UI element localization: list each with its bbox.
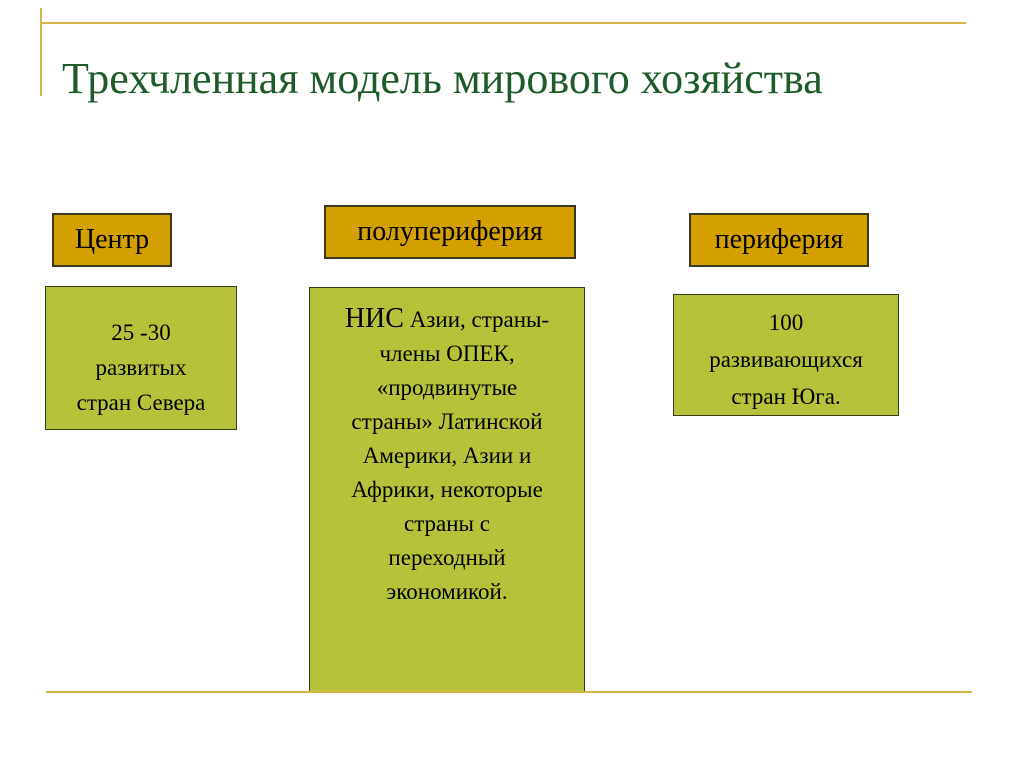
center-label: Центр xyxy=(74,224,150,255)
semi-line-6: Африки, некоторые xyxy=(351,477,543,502)
periphery-line-3: стран Юга. xyxy=(731,384,841,409)
semi-periphery-label: полупериферия xyxy=(357,216,543,247)
top-rule xyxy=(40,22,966,24)
periphery-content-box xyxy=(673,294,899,416)
left-rule xyxy=(40,8,42,96)
semi-line-5: Америки, Азии и xyxy=(362,443,532,468)
slide-title: Трехчленная модель мирового хозяйства xyxy=(62,54,823,103)
semi-line-8: переходный xyxy=(388,545,506,570)
semi-line-2: члены ОПЕК, xyxy=(379,341,515,366)
semi-periphery-content-box xyxy=(309,287,585,692)
periphery-label: периферия xyxy=(714,224,844,255)
semi-line-3: «продвинутые xyxy=(376,375,518,400)
semi-line-1-text: Азии, страны- xyxy=(409,307,550,332)
periphery-line-2: развивающихся xyxy=(709,347,863,372)
semi-line-4: страны» Латинской xyxy=(351,409,543,434)
semi-line-7: страны с xyxy=(404,511,490,536)
center-content-box xyxy=(45,286,237,430)
center-line-2: развитых xyxy=(95,355,187,380)
bottom-rule xyxy=(46,691,972,693)
semi-lead: НИС xyxy=(344,303,404,334)
center-line-1: 25 -30 xyxy=(111,320,171,345)
center-label-box xyxy=(52,213,172,267)
periphery-label-box xyxy=(689,213,869,267)
semi-periphery-label-box xyxy=(324,205,576,259)
periphery-line-1: 100 xyxy=(768,310,804,335)
semi-line-1 xyxy=(310,302,584,337)
semi-line-9: экономикой. xyxy=(386,579,508,604)
center-line-3: стран Севера xyxy=(76,390,206,415)
